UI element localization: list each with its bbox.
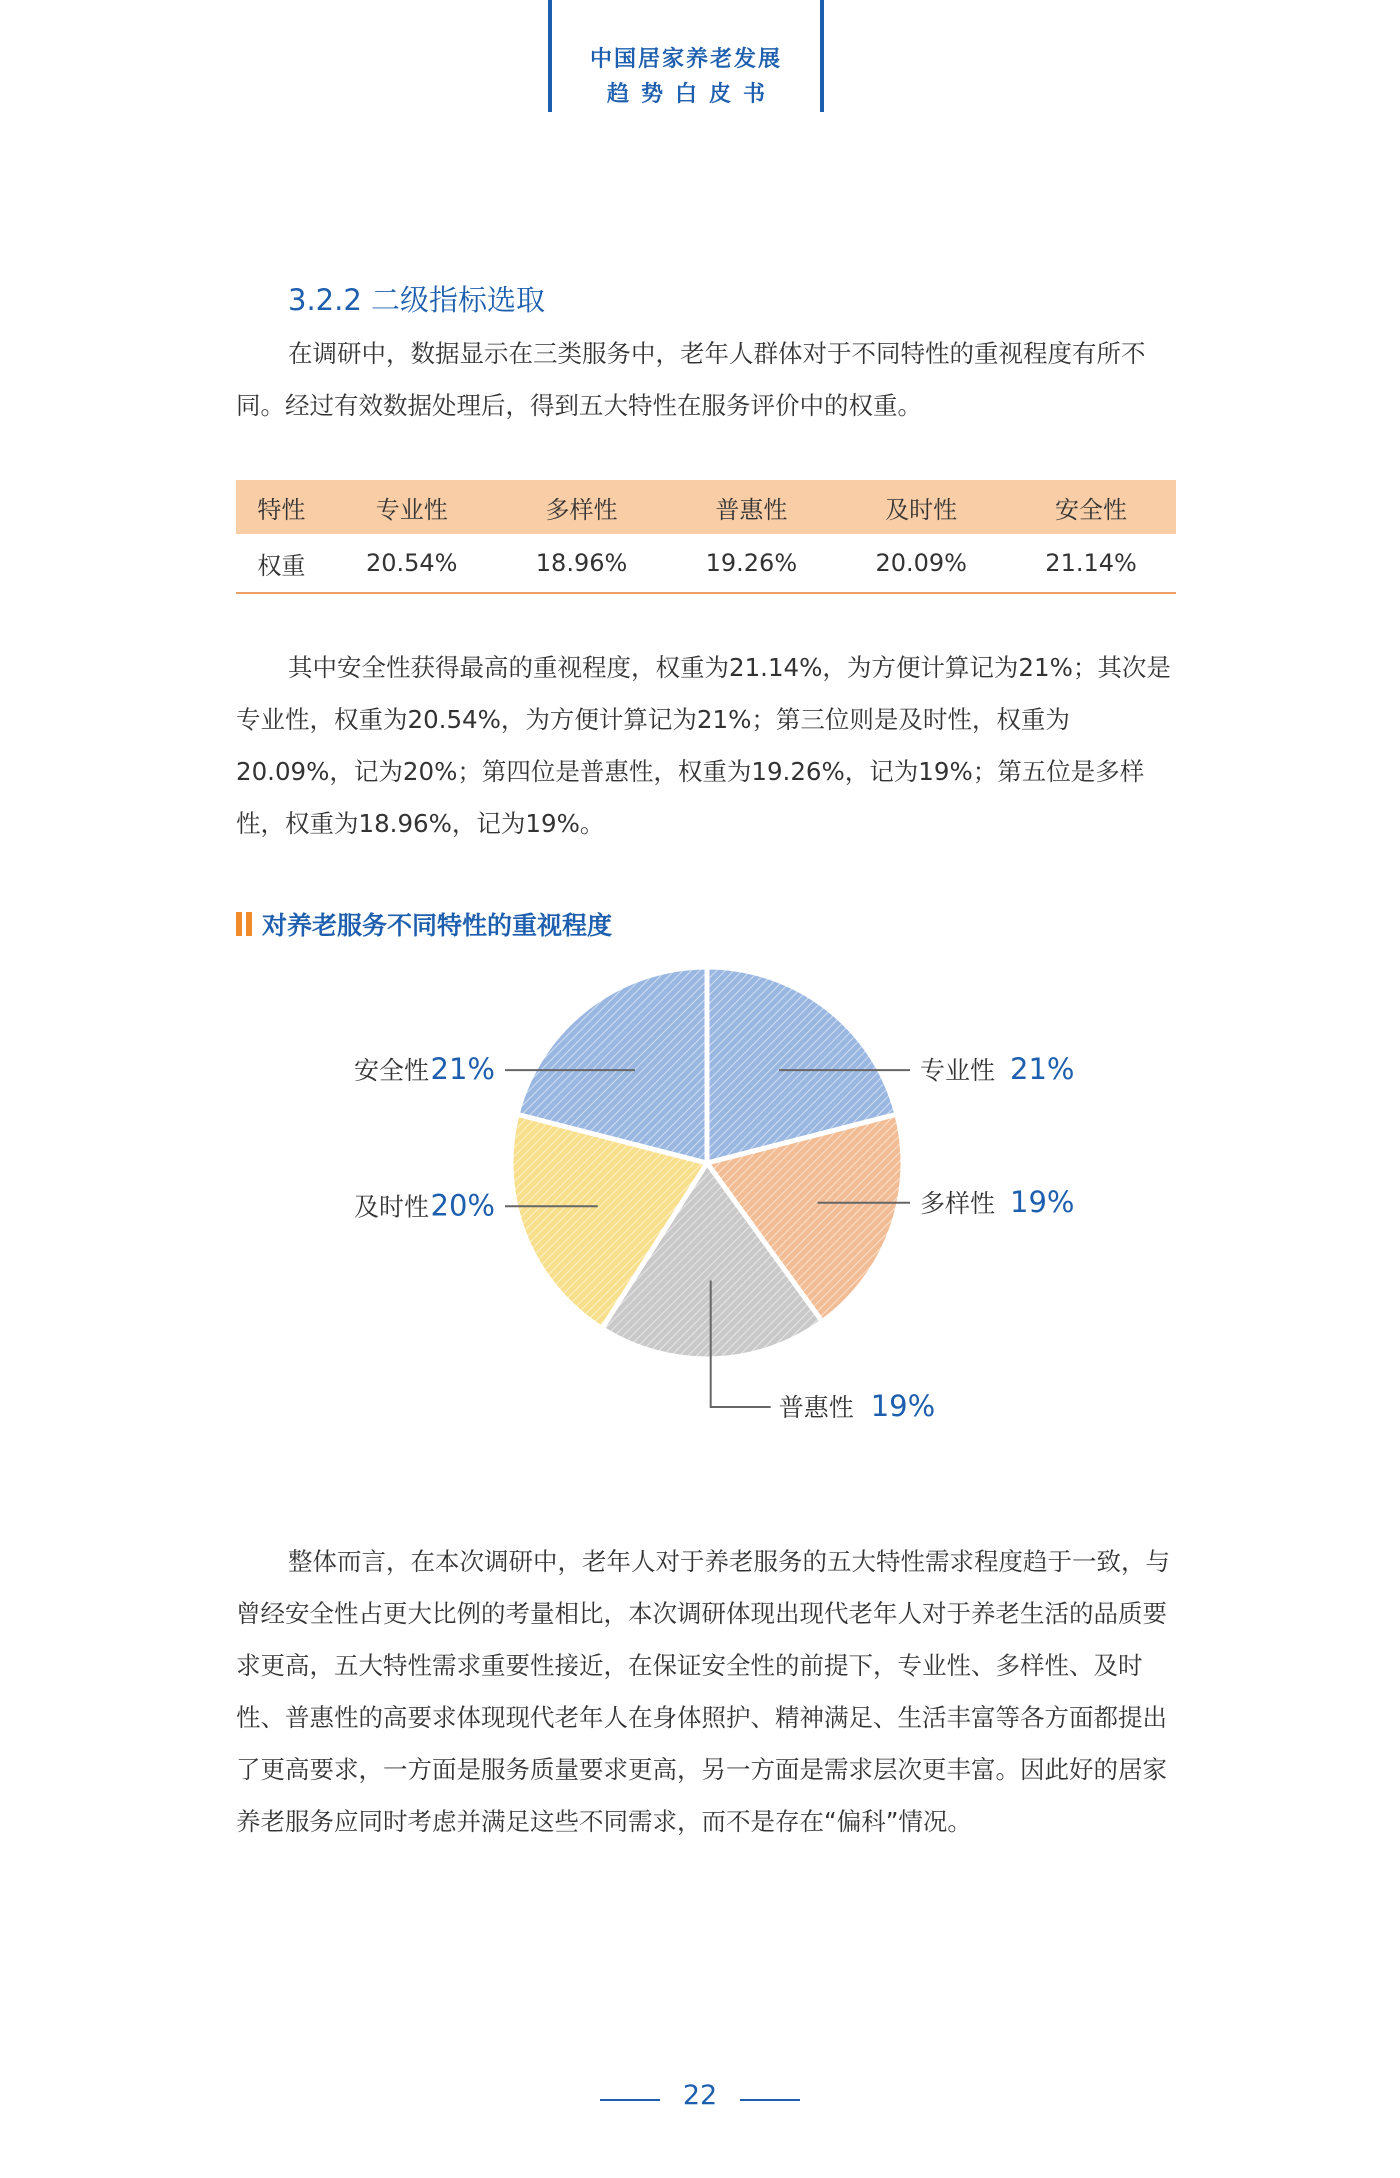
table-cell: 20.09% (836, 534, 1006, 593)
conclusion-paragraph: 整体而言，在本次调研中，老年人对于养老服务的五大特性需求程度趋于一致，与曾经安全性占更大比例的考量相比，本次调研体现出现代老年人对于养老生活的品质要求更高，五大特性需求重要性接近，在保证安全性的前提下，专业性、多样性、及时性、普惠性的高要求体现现代老年人在身体照护、精神满足、生活丰富等各方面都提出了更高要求，一方面是服务质量要求更高，另一方面是需求层次更丰富。因此好的居家养老服务应同时考虑并满足这些不同需求，而不是存在“偏科”情况。 (236, 1547, 1170, 1836)
value-anquan: 21% (430, 1052, 495, 1087)
table-header-cell: 普惠性 (666, 480, 836, 534)
section-title: 3.2.2 二级指标选取 (288, 283, 546, 317)
label-zhuanye: 专业性 (920, 1056, 996, 1086)
label-anquan: 安全性 (353, 1056, 429, 1086)
table-row (236, 534, 1176, 593)
table-header-cell: 多样性 (497, 480, 667, 534)
header-title-line2: 趋势白皮书 (606, 82, 777, 107)
footer-line-right (740, 2099, 800, 2101)
table-cell: 19.26% (666, 534, 836, 593)
table-header-row (236, 480, 1176, 534)
table-cell: 21.14% (1006, 534, 1176, 593)
value-jishi: 20% (430, 1188, 495, 1223)
label-jishi: 及时性 (353, 1192, 429, 1222)
intro-paragraph: 在调研中，数据显示在三类服务中，老年人群体对于不同特性的重视程度有所不同。经过有效数据处理后，得到五大特性在服务评价中的权重。 (236, 339, 1146, 420)
table-header-cell: 专业性 (327, 480, 497, 534)
label-duoyang: 多样性 (920, 1188, 996, 1218)
chart-title-text: 对养老服务不同特性的重视程度 (262, 911, 613, 940)
label-puhui: 普惠性 (778, 1393, 854, 1422)
table-cell: 权重 (236, 534, 327, 593)
value-puhui: 19% (870, 1389, 936, 1423)
table-header-cell: 安全性 (1006, 480, 1176, 534)
title-marker-icon (236, 912, 242, 936)
table-header-cell: 及时性 (836, 480, 1006, 534)
table-header-cell: 特性 (236, 480, 327, 534)
weight-table (236, 480, 1176, 594)
header-title-line1: 中国居家养老发展 (589, 47, 782, 72)
value-duoyang: 19% (1010, 1184, 1075, 1219)
header-box (548, 0, 824, 112)
page-number: 22 (682, 2080, 718, 2111)
ranking-paragraph: 其中安全性获得最高的重视程度，权重为21.14%，为方便计算记为21%；其次是专业性，权重为20.54%，为方便计算记为21%；第三位则是及时性，权重为20.09%，记为20%；第四位是普惠性，权重为19.26%，记为19%；第五位是多样性，权重为18.96%，记为19%。 (236, 653, 1171, 838)
pie-chart (0, 940, 1400, 1460)
table-cell: 18.96% (497, 534, 667, 593)
title-marker-icon (246, 912, 252, 936)
table-cell: 20.54% (327, 534, 497, 593)
chart-title (236, 906, 612, 942)
value-zhuanye: 21% (1010, 1052, 1075, 1087)
pie-slices (511, 967, 903, 1359)
